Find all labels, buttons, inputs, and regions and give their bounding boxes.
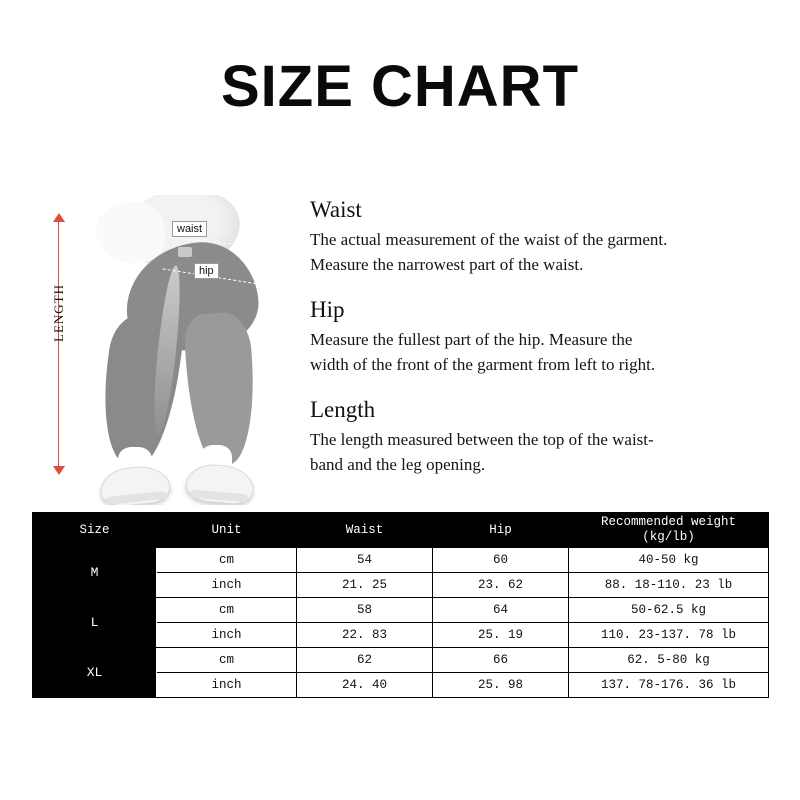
description-line-1: Measure the fullest part of the hip. Measure the <box>310 330 633 349</box>
table-row <box>33 548 769 573</box>
cell-waist: 24. 40 <box>297 673 433 698</box>
recommended-weight-line-1: Recommended weight <box>600 515 737 529</box>
column-header-hip: Hip <box>433 513 569 548</box>
model-shoe-left <box>98 463 172 505</box>
model-leg-right <box>183 311 259 467</box>
cell-unit: cm <box>157 598 297 623</box>
arrow-up-icon <box>53 213 65 222</box>
cell-recommended-weight: 88. 18-110. 23 lb <box>569 573 769 598</box>
arrow-down-icon <box>53 466 65 475</box>
description-line-2: band and the leg opening. <box>310 455 486 474</box>
cell-hip: 25. 98 <box>433 673 569 698</box>
description-length <box>310 396 780 477</box>
description-heading: Hip <box>310 297 345 322</box>
description-line-1: The actual measurement of the waist of the garment. <box>310 230 668 249</box>
cell-unit: cm <box>157 548 297 573</box>
cell-recommended-weight: 62. 5-80 kg <box>569 648 769 673</box>
model-shoe-right <box>184 462 255 505</box>
cell-waist: 58 <box>297 598 433 623</box>
column-header-unit: Unit <box>157 513 297 548</box>
table-row <box>33 598 769 623</box>
cell-waist: 21. 25 <box>297 573 433 598</box>
cell-unit: inch <box>157 673 297 698</box>
column-header-recommended-weight <box>569 513 769 548</box>
description-line-1: The length measured between the top of the waist- <box>310 430 654 449</box>
description-waist <box>310 196 780 277</box>
cell-recommended-weight: 50-62.5 kg <box>569 598 769 623</box>
hip-callout-label: hip <box>194 263 219 279</box>
cell-size: M <box>33 548 157 598</box>
cell-hip: 23. 62 <box>433 573 569 598</box>
size-table-wrapper <box>32 512 768 698</box>
waist-callout-label: waist <box>172 221 207 237</box>
description-heading: Waist <box>310 197 362 222</box>
cell-waist: 54 <box>297 548 433 573</box>
description-hip <box>310 296 780 377</box>
product-figure <box>28 195 318 505</box>
page-title: SIZE CHART <box>221 54 579 119</box>
cell-hip: 25. 19 <box>433 623 569 648</box>
column-header-waist: Waist <box>297 513 433 548</box>
table-row <box>33 648 769 673</box>
cell-recommended-weight: 137. 78-176. 36 lb <box>569 673 769 698</box>
size-table <box>32 512 769 698</box>
cell-waist: 62 <box>297 648 433 673</box>
cell-recommended-weight: 110. 23-137. 78 lb <box>569 623 769 648</box>
recommended-weight-line-2: (kg/lb) <box>642 530 695 544</box>
cell-recommended-weight: 40-50 kg <box>569 548 769 573</box>
column-header-size: Size <box>33 513 157 548</box>
model-photo <box>66 195 318 505</box>
cell-hip: 64 <box>433 598 569 623</box>
description-line-2: Measure the narrowest part of the waist. <box>310 255 584 274</box>
description-heading: Length <box>310 397 376 422</box>
cell-unit: inch <box>157 573 297 598</box>
cell-hip: 66 <box>433 648 569 673</box>
cell-size: XL <box>33 648 157 698</box>
measurement-descriptions <box>310 196 780 496</box>
length-axis-label: LENGTH <box>51 284 66 342</box>
cell-unit: cm <box>157 648 297 673</box>
cell-waist: 22. 83 <box>297 623 433 648</box>
brand-logo <box>178 247 192 257</box>
description-line-2: width of the front of the garment from left to right. <box>310 355 656 374</box>
table-header-row <box>33 513 769 548</box>
cell-unit: inch <box>157 623 297 648</box>
cell-hip: 60 <box>433 548 569 573</box>
cell-size: L <box>33 598 157 648</box>
